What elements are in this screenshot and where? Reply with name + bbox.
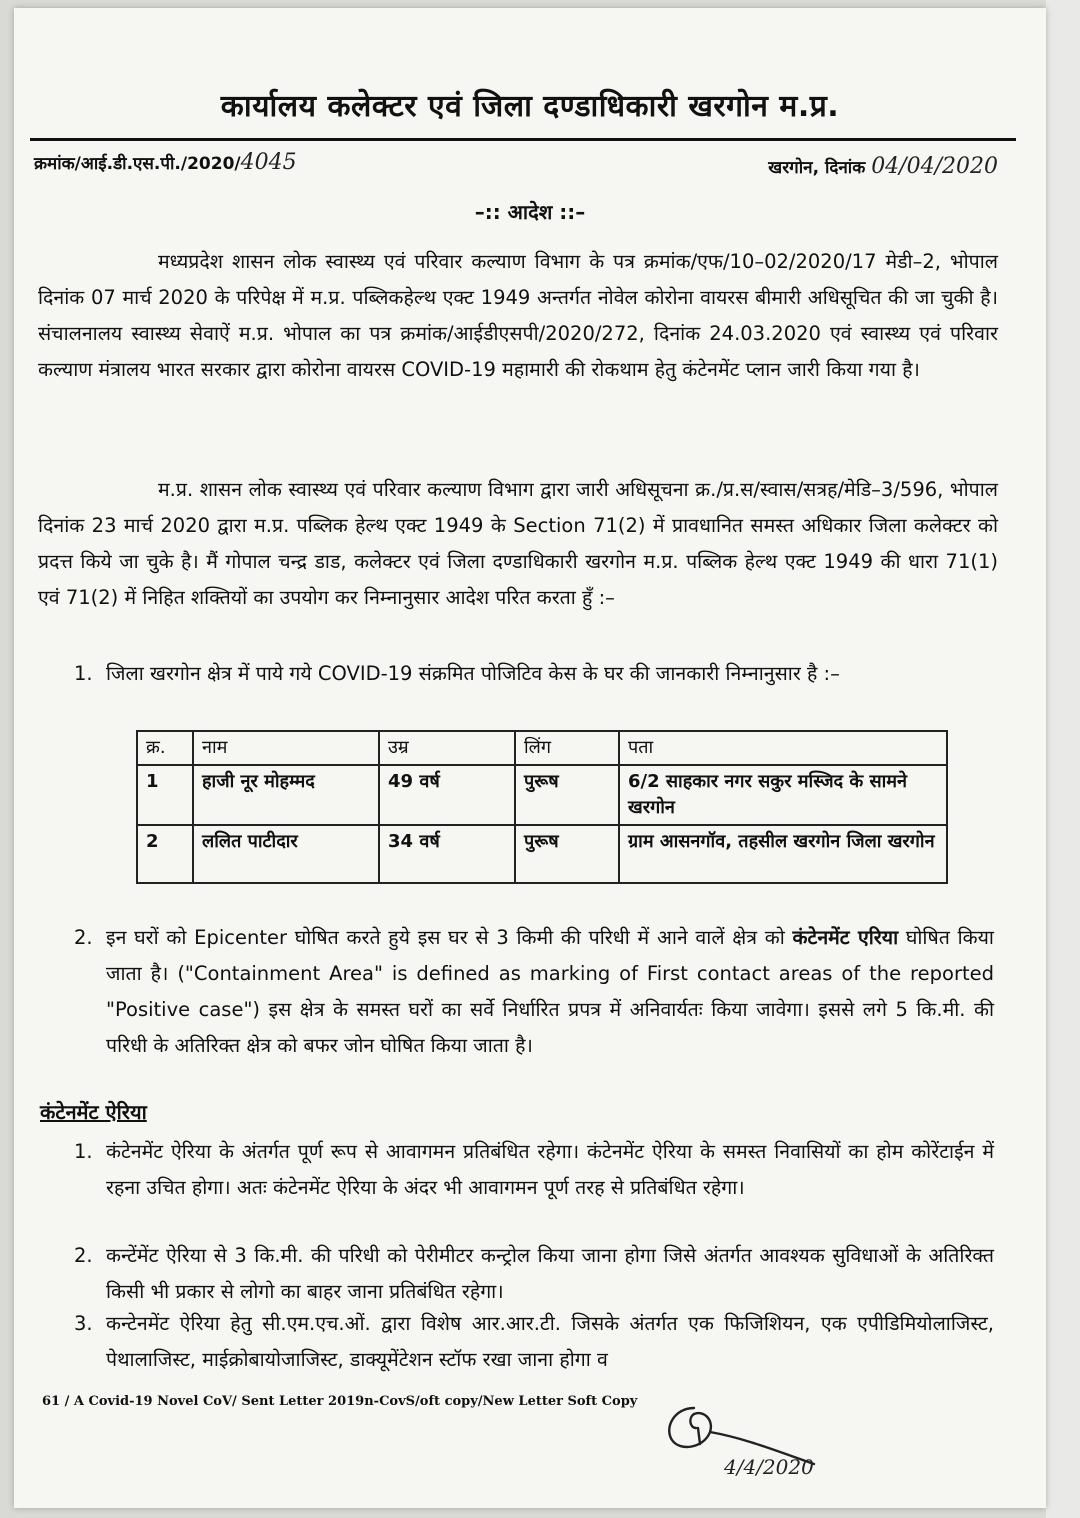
item-2-text-part1: इन घरों को Epicenter घोषित करते हुये इस घर से 3 किमी की परिधी में आने वालें क्षेत्र को — [106, 926, 793, 949]
order-title: –:: आदेश ::– — [474, 200, 586, 224]
reference-printed: क्रमांक/आई.डी.एस.पी./2020/ — [34, 154, 241, 174]
col-header-name: नाम — [193, 731, 379, 765]
col-header-gender: लिंग — [515, 731, 619, 765]
table-header-row — [137, 731, 947, 765]
col-header-address: पता — [619, 731, 947, 765]
table-row — [137, 765, 947, 825]
background-strip — [1046, 0, 1080, 1518]
cell-name: हाजी नूर मोहम्मद — [193, 765, 379, 825]
item-number: 1. — [74, 1140, 93, 1163]
file-path-footer: 61 / A Covid-19 Novel CoV/ Sent Letter 2019n-CovS/oft copy/New Letter Soft Copy — [42, 1394, 638, 1409]
positive-cases-table — [136, 730, 948, 884]
order-item-1 — [74, 656, 994, 692]
col-header-age: उम्र — [379, 731, 515, 765]
signature-date-text: 4/4/2020 — [724, 1455, 814, 1478]
office-heading: कार्यालय कलेक्टर एवं जिला दण्डाधिकारी खरगोन म.प्र. — [220, 89, 840, 124]
cell-age: 49 वर्ष — [379, 765, 515, 825]
containment-item-2 — [74, 1238, 994, 1310]
reference-handwritten: 4045 — [240, 150, 297, 175]
document-page — [14, 8, 1046, 1508]
place-date — [768, 154, 998, 179]
order-item-2 — [74, 920, 994, 1064]
cell-address: 6/2 साहकार नगर सकुर मस्जिद के सामने खरगोन — [619, 765, 947, 825]
signature-mark — [654, 1388, 824, 1478]
paragraph-2 — [38, 472, 998, 616]
item-text: कंटेनमेंट ऐरिया के अंतर्गत पूर्ण रूप से आवागमन प्रतिबंधित रहेगा। कंटेनमेंट ऐरिया के समस्त निवासियों का होम कोरेंटाईन में रहना उचित होगा। अतः कंटेनमेंट ऐरिया के अंदर भी आवागमन पूर्ण तरह से प्रतिबंधित रहेगा। — [106, 1140, 994, 1199]
item-number: 2. — [74, 926, 93, 949]
item-text: कन्टेंमेंट ऐरिया से 3 कि.मी. की परिधी को पेरीमीटर कन्ट्रोल किया जाना होगा जिसे अंतर्गत आवश्यक सुविधाओं के अतिरिक्त किसी भी प्रकार से लोगो का बाहर जाना प्रतिबंधित रहेगा। — [106, 1244, 994, 1303]
item-text: कन्टेनमेंट ऐरिया हेतु सी.एम.एच.ओं. द्वारा विशेष आर.आर.टी. जिसके अंतर्गत एक फिजिशियन, एक एपीडिमियोलाजिस्ट, पेथालाजिस्ट, माईक्रोबायोजाजिस्ट, डाक्यूमेंटेशन स्टॉफ रखा जाना होगा व — [106, 1312, 994, 1371]
paragraph-1-text: मध्यप्रदेश शासन लोक स्वास्थ्य एवं परिवार कल्याण विभाग के पत्र क्रमांक/एफ/10–02/2020/17 मेडी–2, भोपाल दिनांक 07 मार्च 2020 के परिपेक्ष में म.प्र. पब्लिकहेल्थ एक्ट 1949 अन्तर्गत नोवेल कोरोना वायरस बीमारी अधिसूचित की जा चुकी है। संचालनालय स्वास्थ्य सेवाऐं म.प्र. भोपाल का पत्र क्रमांक/आईडीएसपी/2020/272, दिनांक 24.03.2020 एवं स्वास्थ्य एवं परिवार कल्याण मंत्रालय भारत सरकार द्वारा कोरोना वायरस COVID-19 महामारी की रोकथाम हेतु कंटेनमेंट प्लान जारी किया गया है। — [38, 250, 998, 381]
cell-name: ललित पाटीदार — [193, 825, 379, 883]
reference-number — [34, 150, 297, 175]
paragraph-1 — [38, 244, 998, 388]
item-text — [106, 920, 994, 1064]
item-number: 1. — [74, 662, 93, 685]
date-handwritten: 04/04/2020 — [871, 154, 998, 179]
cell-serial: 2 — [137, 825, 193, 883]
item-number: 2. — [74, 1244, 93, 1267]
containment-item-1 — [74, 1134, 994, 1206]
cell-gender: पुरूष — [515, 765, 619, 825]
item-2-text-part2: घोषित किया जाता है। ("Containment Area" is defined as marking of First contact areas of the reported "Positive case") इस क्षेत्र के समस्त घरों का सर्वे निर्धारित प्रपत्र में अनिवार्यतः किया जावेगा। इससे लगे 5 कि.मी. की परिधी के अतिरिक्त क्षेत्र को बफर जोन घोषित किया जाता है। — [106, 926, 994, 1057]
item-2-bold-text: कंटेनमेंट एरिया — [792, 926, 899, 949]
item-text: जिला खरगोन क्षेत्र में पाये गये COVID-19 संक्रमित पोजिटिव केस के घर की जानकारी निम्नानुसार है :– — [106, 662, 840, 685]
item-number: 3. — [74, 1312, 93, 1335]
heading-rule — [30, 138, 1016, 141]
containment-item-3 — [74, 1306, 994, 1378]
place-date-label: खरगोन, दिनांक — [768, 158, 866, 178]
cell-gender: पुरूष — [515, 825, 619, 883]
table-row — [137, 825, 947, 883]
paragraph-2-text: म.प्र. शासन लोक स्वास्थ्य एवं परिवार कल्याण विभाग द्वारा जारी अधिसूचना क्र./प्र.स/स्वास/सत्रह/मेडि–3/596, भोपाल दिनांक 23 मार्च 2020 द्वारा म.प्र. पब्लिक हेल्थ एक्ट 1949 के Section 71(2) में प्रावधानित समस्त अधिकार जिला कलेक्टर को प्रदत्त किये जा चुके है। मैं गोपाल चन्द्र डाड, कलेक्टर एवं जिला दण्डाधिकारी खरगोन म.प्र. पब्लिक हेल्थ एक्ट 1949 की धारा 71(1) एवं 71(2) में निहित शक्तियों का उपयोग कर निम्नानुसार आदेश परित करता हुँ :– — [38, 478, 998, 609]
cell-address: ग्राम आसनगॉव, तहसील खरगोन जिला खरगोन — [619, 825, 947, 883]
cell-serial: 1 — [137, 765, 193, 825]
containment-heading: कंटेनमेंट ऐरिया — [40, 1100, 147, 1124]
col-header-serial: क्र. — [137, 731, 193, 765]
cell-age: 34 वर्ष — [379, 825, 515, 883]
